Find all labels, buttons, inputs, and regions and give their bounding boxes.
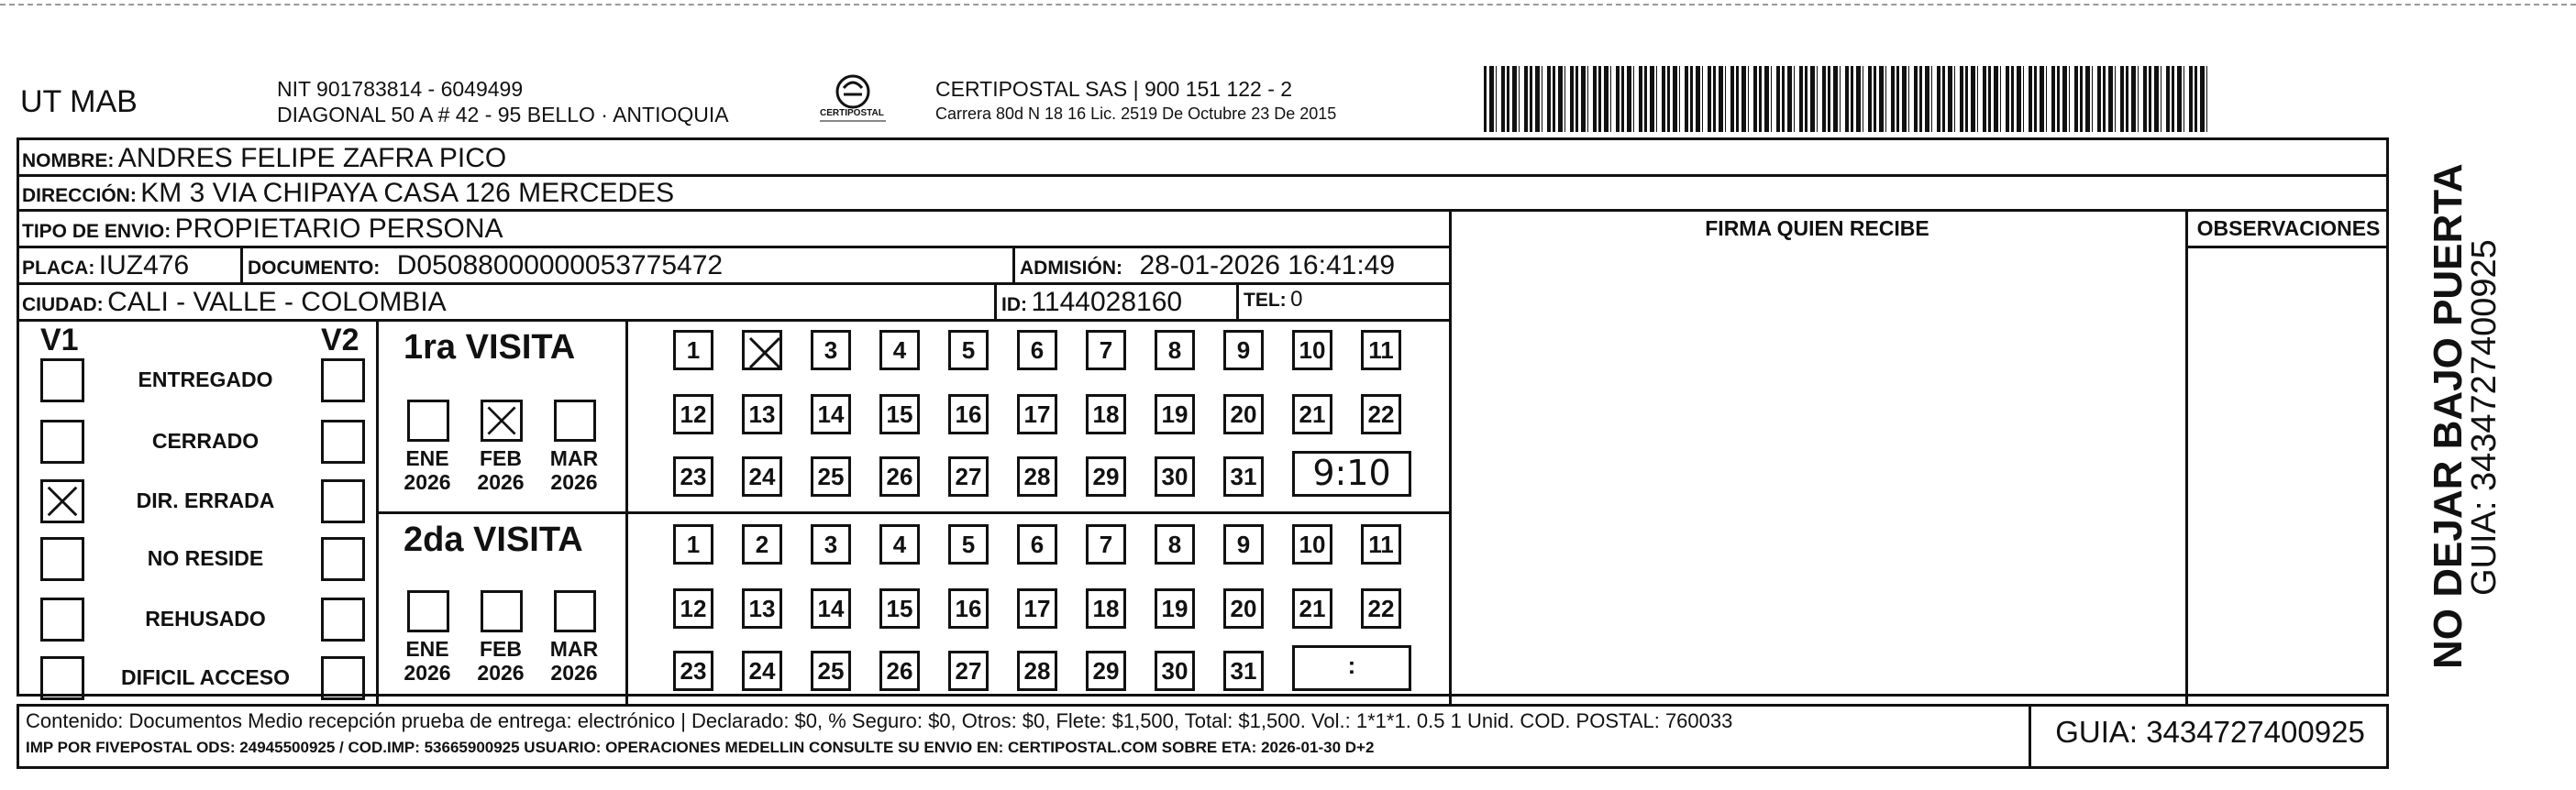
v2-checkbox[interactable] [321,598,365,642]
day-box[interactable]: 18 [1086,394,1126,434]
year-label: 2026 [477,661,525,685]
admission-value: 28-01-2026 16:41:49 [1139,250,1396,280]
status-label: NO RESIDE [147,546,264,570]
day-box[interactable]: 18 [1086,588,1126,629]
day-box[interactable]: 10 [1292,524,1332,565]
day-box[interactable]: 30 [1155,456,1195,497]
v1-checkbox[interactable] [40,656,84,700]
v1-header: V1 [40,323,79,357]
city-value: CALI - VALLE - COLOMBIA [107,287,447,317]
observations-label: OBSERVACIONES [2196,216,2381,240]
v1-checkbox[interactable] [40,358,84,402]
day-box[interactable]: 23 [673,456,713,497]
id-value: 1144028160 [1031,287,1183,317]
day-box[interactable]: 14 [811,588,851,629]
v2-header: V2 [321,323,359,357]
side-guia: GUIA: 3434727400925 [2465,239,2504,596]
day-box[interactable]: 20 [1223,394,1264,434]
v2-checkbox[interactable] [321,358,365,402]
status-label: ENTREGADO [138,368,273,391]
month-checkbox[interactable] [407,400,449,442]
day-box[interactable]: 22 [1361,394,1401,434]
day-box[interactable]: 11 [1361,524,1401,565]
day-box[interactable]: 13 [742,394,782,434]
visit1-title: 1ra VISITA [404,328,576,367]
day-box[interactable]: 7 [1086,330,1126,370]
year-label: 2026 [550,661,598,685]
side-warning: NO DEJAR BAJO PUERTA [2426,163,2471,669]
type-label: TIPO DE ENVIO: [22,221,171,242]
id-label: ID: [1001,294,1027,315]
month-label: FEB [480,637,522,661]
status-label: DIFICIL ACCESO [120,665,290,689]
tel-value: 0 [1290,287,1303,312]
signature-label: FIRMA QUIEN RECIBE [1705,216,1929,240]
month-checkbox[interactable] [554,400,596,442]
month-label: ENE [405,446,449,470]
day-box[interactable]: 28 [1017,651,1057,691]
content-summary: Contenido: Documentos Medio recepción prueba de entrega: electrónico | Declarado: $0, % Seguro: $0, Otros: $0, Flete: $1,500, Total: $1,500. Vol.: 1*1*1. 0.5 1 Unid. COD. POSTAL: 760033 [26,709,1733,732]
month-checkbox[interactable] [481,400,523,442]
company-nit: NIT 901783814 - 6049499 [277,77,524,101]
day-box[interactable]: 28 [1017,456,1057,497]
day-box[interactable]: 29 [1086,651,1126,691]
tel-label: TEL: [1244,290,1287,311]
v1-checkbox[interactable] [40,537,84,581]
carrier-name: CERTIPOSTAL SAS | 900 151 122 - 2 [935,77,1293,101]
day-box[interactable]: 25 [811,651,851,691]
day-box[interactable]: 16 [948,588,989,629]
visit2-title: 2da VISITA [404,521,583,559]
month-label: MAR [549,637,599,661]
status-label: CERRADO [151,429,260,453]
plate-value: IUZ476 [98,250,190,280]
day-box[interactable]: 17 [1017,394,1057,434]
v2-checkbox[interactable] [321,479,365,523]
day-box[interactable]: 21 [1292,588,1332,629]
year-label: 2026 [550,470,598,494]
day-box[interactable]: 16 [948,394,989,434]
city-label: CIUDAD: [22,294,104,315]
month-checkbox[interactable] [407,590,449,632]
certipostal-logo [807,71,899,126]
company-address: DIAGONAL 50 A # 42 - 95 BELLO · ANTIOQUIA [277,103,729,126]
day-box[interactable]: 19 [1155,588,1195,629]
year-label: 2026 [404,661,451,685]
year-label: 2026 [477,470,525,494]
v2-checkbox[interactable] [321,420,365,464]
v2-checkbox[interactable] [321,656,365,700]
footer-guia: GUIA: 3434727400925 [2055,715,2365,749]
day-box[interactable]: 4 [879,330,920,370]
print-info: IMP POR FIVEPOSTAL ODS: 24945500925 / COD.IMP: 53665900925 USUARIO: OPERACIONES MEDELLIN CONSULTE SU ENVIO EN: CERTIPOSTAL.COM SOBRE ETA: 2026-01-30 D+2 [26,739,1375,756]
day-box[interactable]: 2 [742,524,782,565]
carrier-license: Carrera 80d N 18 16 Lic. 2519 De Octubre 23 De 2015 [935,104,1337,123]
day-box[interactable]: 21 [1292,394,1332,434]
month-label: MAR [549,446,599,470]
document-value: D05088000000053775472 [396,250,724,280]
status-label: DIR. ERRADA [136,488,275,512]
company-name: UT MAB [20,84,138,119]
day-box[interactable]: 15 [879,394,920,434]
barcode [1484,66,2210,132]
day-box[interactable]: 8 [1155,330,1195,370]
address-label: DIRECCIÓN: [22,185,137,206]
day-box[interactable]: 31 [1223,651,1264,691]
admission-label: ADMISIÓN: [1020,258,1122,279]
recipient-name: ANDRES FELIPE ZAFRA PICO [117,143,507,173]
day-box[interactable]: 24 [742,651,782,691]
v1-checkbox[interactable] [40,479,84,523]
day-box[interactable]: 17 [1017,588,1057,629]
document-label: DOCUMENTO: [248,258,381,279]
day-box[interactable]: 1 [673,524,713,565]
shipment-type: PROPIETARIO PERSONA [174,214,503,244]
day-box[interactable]: 22 [1361,588,1401,629]
v1-checkbox[interactable] [40,598,84,642]
day-box[interactable]: 27 [948,456,989,497]
day-box[interactable]: 1 [673,330,713,370]
day-box[interactable]: 4 [879,524,920,565]
day-box[interactable]: 19 [1155,394,1195,434]
month-label: FEB [480,446,522,470]
observations-area[interactable] [2188,248,2386,704]
day-box[interactable]: 27 [948,651,989,691]
month-label: ENE [405,637,449,661]
day-box[interactable]: 24 [742,456,782,497]
day-box[interactable]: 23 [673,651,713,691]
day-box[interactable]: 13 [742,588,782,629]
day-box[interactable]: 3 [811,330,851,370]
time-box[interactable]: 9:10 [1292,451,1411,497]
day-box[interactable]: 26 [879,651,920,691]
day-box[interactable]: 9 [1223,524,1264,565]
day-box[interactable]: 12 [673,394,713,434]
signature-area[interactable] [1452,248,2185,704]
plate-label: PLACA: [22,258,95,279]
day-box[interactable]: 26 [879,456,920,497]
day-box[interactable]: 5 [948,524,989,565]
year-label: 2026 [404,470,451,494]
day-box[interactable]: 9 [1223,330,1264,370]
logo-text: CERTIPOSTAL [820,108,884,118]
day-box[interactable]: 5 [948,330,989,370]
day-box[interactable]: 30 [1155,651,1195,691]
day-box[interactable]: 20 [1223,588,1264,629]
day-box[interactable]: 12 [673,588,713,629]
v1-checkbox[interactable] [40,420,84,464]
day-box[interactable]: 31 [1223,456,1264,497]
month-checkbox[interactable] [481,590,523,632]
day-box[interactable]: 29 [1086,456,1126,497]
day-box[interactable]: 11 [1361,330,1401,370]
recipient-address: KM 3 VIA CHIPAYA CASA 126 MERCEDES [140,178,675,208]
day-box[interactable]: 15 [879,588,920,629]
day-box[interactable] [742,330,782,370]
day-box[interactable]: 14 [811,394,851,434]
day-box[interactable]: 3 [811,524,851,565]
day-box[interactable]: 25 [811,456,851,497]
day-box[interactable]: 8 [1155,524,1195,565]
month-checkbox[interactable] [554,590,596,632]
status-label: REHUSADO [145,607,266,631]
day-box[interactable]: 6 [1017,330,1057,370]
day-box[interactable]: 7 [1086,524,1126,565]
name-label: NOMBRE: [22,150,115,171]
day-box[interactable]: 6 [1017,524,1057,565]
day-box[interactable]: 10 [1292,330,1332,370]
time-box[interactable]: : [1292,645,1411,691]
perforation-line [0,4,2576,5]
v2-checkbox[interactable] [321,537,365,581]
